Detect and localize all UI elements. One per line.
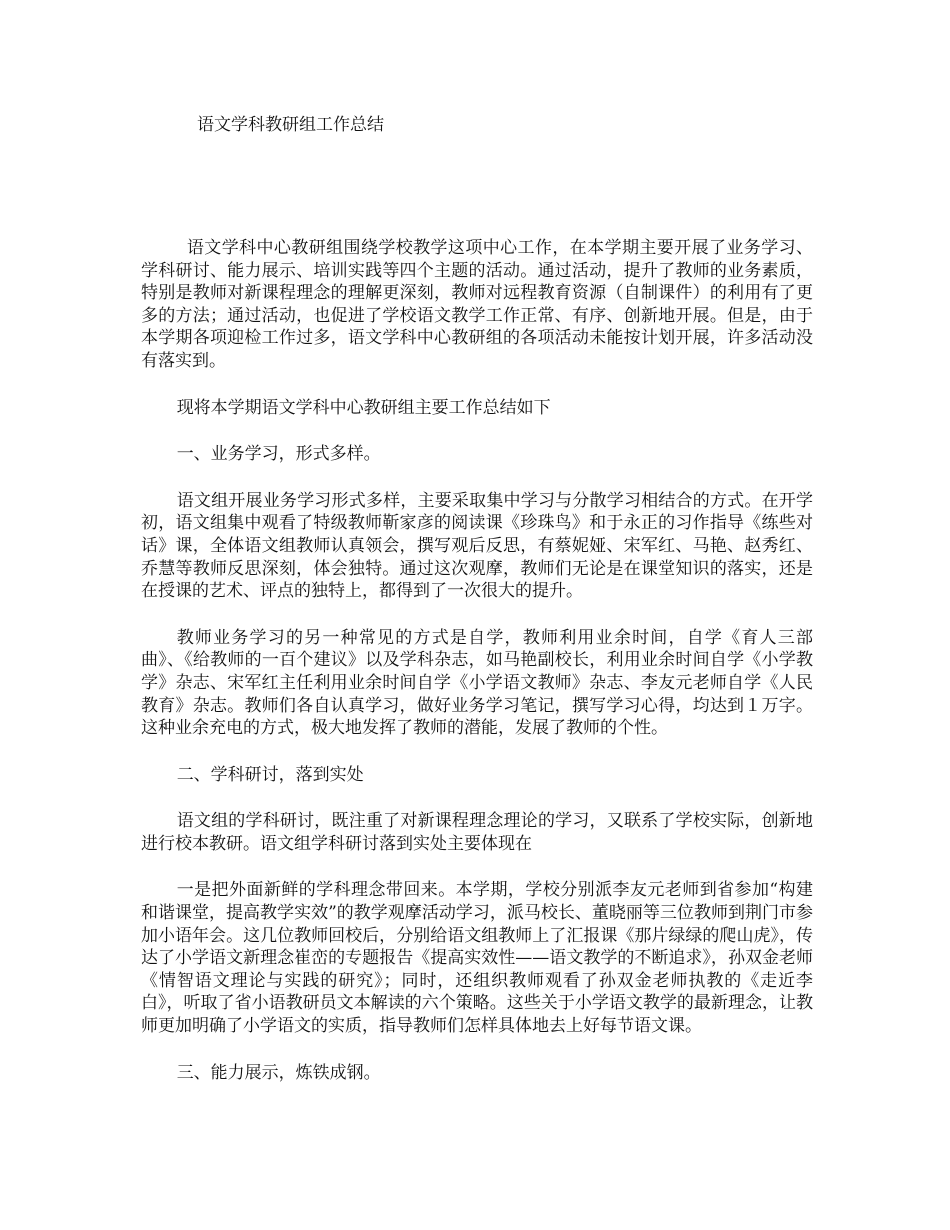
section-heading-3: 三、能力展示，炼铁成钢。 <box>176 1062 381 1083</box>
section-1-paragraph-2: 教师业务学习的另一种常见的方式是自学，教师利用业余时间，自学《育人三部曲》、《给教师的一百个建议》以及学科杂志，如马艳副校长，利用业余时间自学《小学教学》杂志、宋军红主任利用业余时间自学《小学语文教师》杂志、李友元老师自学《人民教育》杂志。教师们各自认真学习，做好业务学习笔记，撰写学习心得，均达到１万字。这种业余充电的方式，极大地发挥了教师的潜能，发展了教师的个性。 <box>141 627 813 739</box>
document-body <box>141 237 813 1108</box>
section-heading-2: 二、学科研讨，落到实处 <box>176 764 364 785</box>
section-1-paragraph-1: 语文组开展业务学习形式多样，主要采取集中学习与分散学习相结合的方式。在开学初，语文组集中观看了特级教师靳家彦的阅读课《珍珠鸟》和于永正的习作指导《练些对话》课，全体语文组教师认真领会，撰写观后反思，有蔡妮娅、宋军红、马艳、赵秀红、乔慧等教师反思深刻，体会独特。通过这次观摩，教师们无论是在课堂知识的落实，还是在授课的艺术、评点的独特上，都得到了一次很大的提升。 <box>141 490 813 602</box>
section-2-paragraph-1: 语文组的学科研讨，既注重了对新课程理念理论的学习，又联系了学校实际，创新地进行校本教研。语文组学科研讨落到实处主要体现在 <box>141 811 813 854</box>
section-heading-1: 一、业务学习，形式多样。 <box>176 444 381 465</box>
summary-lead-line: 现将本学期语文学科中心教研组主要工作总结如下 <box>176 397 551 418</box>
intro-paragraph: 语文学科中心教研组围绕学校教学这项中心工作，在本学期主要开展了业务学习、学科研讨、能力展示、培训实践等四个主题的活动。通过活动，提升了教师的业务素质，特别是教师对新课程理念的理解更深刻，教师对远程教育资源（自制课件）的利用有了更多的方法；通过活动，也促进了学校语文教学工作正常、有序、创新地开展。但是，由于本学期各项迎检工作过多，语文学科中心教研组的各项活动未能按计划开展，许多活动没有落实到。 <box>141 238 813 371</box>
section-2-paragraph-2: 一是把外面新鲜的学科理念带回来。本学期，学校分别派李友元老师到省参加“构建和谐课堂，提高教学实效”的教学观摩活动学习，派马校长、董晓丽等三位教师到荆门市参加小语年会。这几位教师回校后，分别给语文组教师上了汇报课《那片绿绿的爬山虎》，传达了小学语文新理念崔峦的专题报告《提高实效性——语文教学的不断追求》，孙双金老师《情智语文理论与实践的研究》；同时，还组织教师观看了孙双金老师执教的《走近李白》，听取了省小语教研员文本解读的六个策略。这些关于小学语文教学的最新理念，让教师更加明确了小学语文的实质，指导教师们怎样具体地去上好每节语文课。 <box>141 880 813 1037</box>
document-title: 语文学科教研组工作总结 <box>197 115 384 135</box>
